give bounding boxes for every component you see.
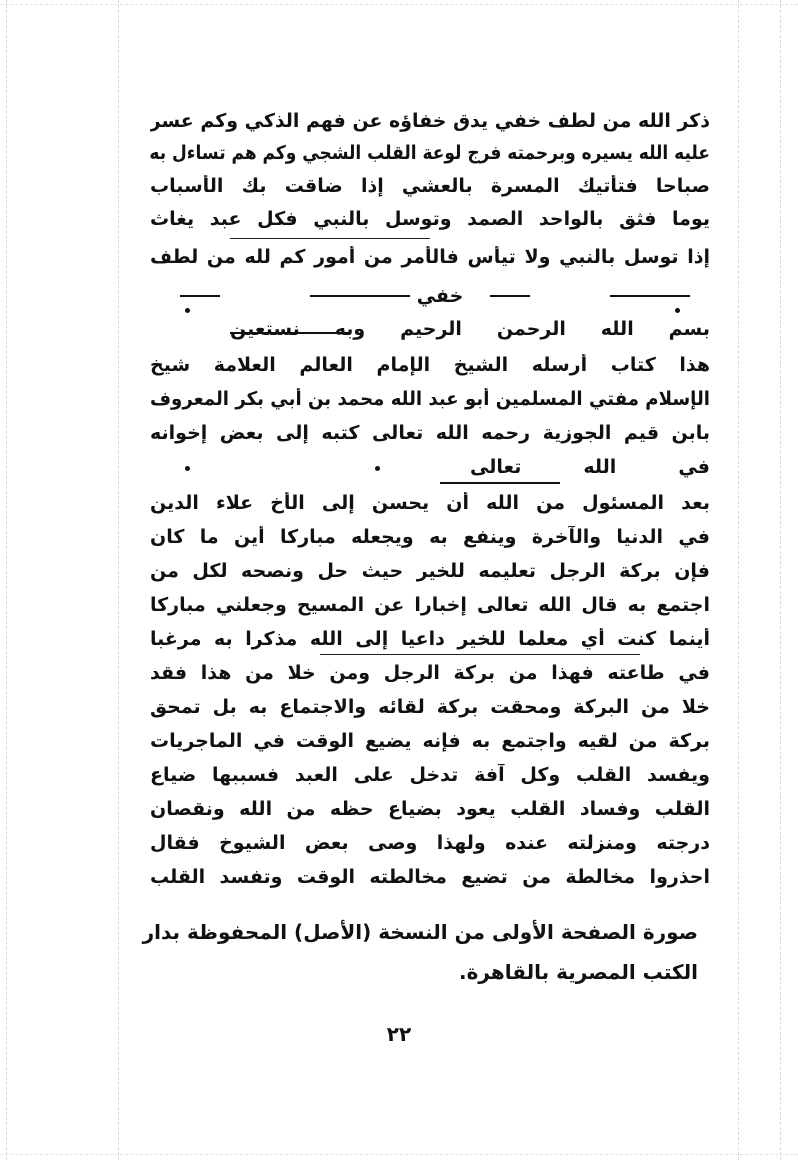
manuscript-line: القلب وفساد القلب يعود بضياع حظه من الله ونقصان (150, 798, 710, 820)
manuscript-line: بركة من لقيه واجتمع به فإنه يضيع الوقت في الماجريات (150, 730, 710, 752)
page-number: ٢٢ (386, 1022, 412, 1046)
decorative-dot (185, 308, 190, 313)
manuscript-line: بسم الله الرحمن الرحيم وبه نستعين (230, 318, 710, 340)
decorative-dot (185, 466, 190, 471)
manuscript-line: الإسلام مفتي المسلمين أبو عبد الله محمد بن أبي بكر المعروف (150, 388, 710, 410)
manuscript-line: هذا كتاب أرسله الشيخ الإمام العالم العلامة شيخ (150, 354, 710, 376)
scan-guide-line (780, 0, 781, 1160)
manuscript-line: صباحا فتأتيك المسرة بالعشي إذا ضاقت بك الأسباب (150, 175, 710, 197)
manuscript-line: إذا توسل بالنبي ولا تيأس فالأمر من أمور كم لله من لطف (150, 246, 710, 268)
decorative-rule (440, 482, 560, 484)
manuscript-underline (320, 654, 640, 655)
manuscript-line: درجته ومنزلته عنده ولهذا وصى بعض الشيوخ فقال (150, 832, 710, 854)
manuscript-line: خفي (416, 285, 464, 307)
decorative-rule (180, 295, 220, 297)
manuscript-line: يوما فثق بالواحد الصمد وتوسل بالنبي فكل عبد يغاث (150, 208, 710, 230)
scan-guide-line (0, 4, 798, 5)
manuscript-line: في الله تعالى (470, 456, 710, 478)
decorative-rule (490, 295, 530, 297)
figure-caption: صورة الصفحة الأولى من النسخة (الأصل) المحفوظة بدار الكتب المصرية بالقاهرة. (142, 920, 698, 984)
manuscript-line: بابن قيم الجوزية رحمه الله تعالى كتبه إلى بعض إخوانه (150, 422, 710, 444)
decorative-dot (675, 308, 680, 313)
manuscript-line: خلا من البركة ومحقت بركة لقائه والاجتماع به بل تمحق (150, 696, 710, 718)
decorative-dot (375, 466, 380, 471)
decorative-rule (610, 295, 690, 297)
manuscript-line: أينما كنت أي معلما للخير داعيا إلى الله مذكرا به مرغبا (150, 628, 710, 650)
manuscript-line: ذكر الله من لطف خفي يدق خفاؤه عن فهم الذكي وكم عسر (150, 110, 710, 132)
scan-guide-line (6, 0, 7, 1160)
manuscript-line: فإن بركة الرجل تعليمه للخير حيث حل ونصحه لكل من (150, 560, 710, 582)
manuscript-underline (230, 238, 430, 239)
manuscript-line: احذروا مخالطة من تضيع مخالطته الوقت وتفسد القلب (150, 866, 710, 888)
manuscript-line: في طاعته فهذا من بركة الرجل ومن خلا من هذا فقد (150, 662, 710, 684)
manuscript-line: بعد المسئول من الله أن يحسن إلى الأخ علاء الدين (150, 492, 710, 514)
manuscript-line: ويفسد القلب وكل آفة تدخل على العبد فسببها ضياع (150, 764, 710, 786)
manuscript-line: عليه الله يسيره وبرحمته فرج لوعة القلب الشجي وكم هم تساءل به (149, 142, 710, 164)
manuscript-line: اجتمع به قال الله تعالى إخبارا عن المسيح وجعلني مباركا (150, 594, 710, 616)
manuscript-facsimile (150, 110, 710, 910)
scan-guide-line (738, 0, 739, 1160)
manuscript-line: في الدنيا والآخرة وينفع به ويجعله مباركا أين ما كان (150, 526, 710, 548)
scan-guide-line (0, 1154, 798, 1155)
